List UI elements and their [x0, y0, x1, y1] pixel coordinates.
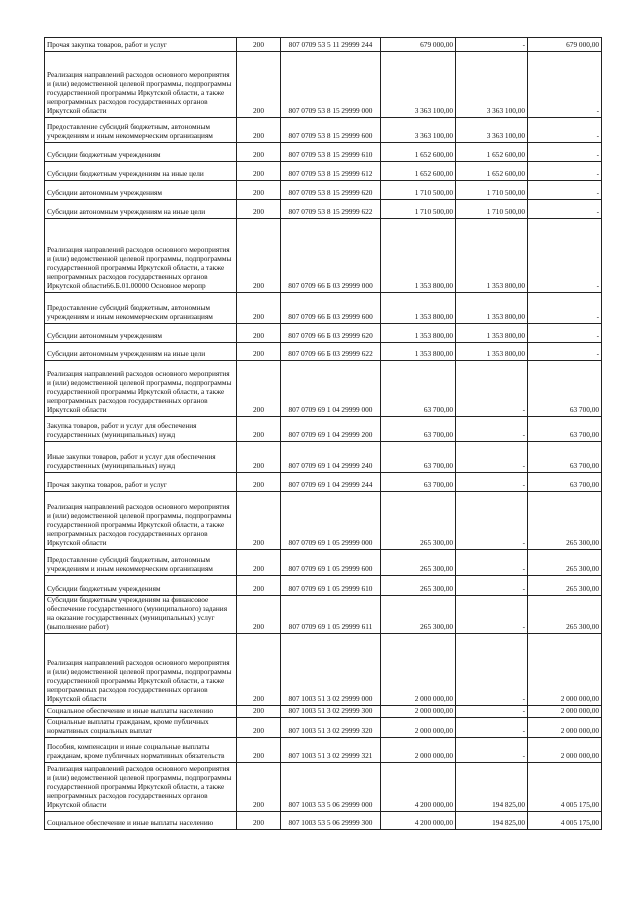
row-amount-1-cell: 2 000 000,00	[381, 737, 456, 762]
row-amount-3-cell: 4 005 175,00	[528, 762, 602, 811]
row-kbk-code-cell: 807 0709 69 1 05 29999 610	[281, 576, 381, 596]
row-amount-2-cell: 1 353 800,00	[456, 293, 528, 324]
row-line-code-cell: 200	[237, 492, 281, 550]
table-row	[45, 634, 602, 706]
row-line-code-cell: 200	[237, 143, 281, 162]
row-name-cell: Субсидии бюджетным учреждениям	[45, 576, 237, 596]
row-amount-2-cell: 1 353 800,00	[456, 324, 528, 343]
row-line-code-cell: 200	[237, 718, 281, 738]
table-row	[45, 718, 602, 738]
row-amount-2-cell: 3 363 100,00	[456, 52, 528, 118]
row-amount-2-cell: -	[456, 38, 528, 52]
row-kbk-code-cell: 807 0709 66 Б 03 29999 622	[281, 343, 381, 361]
table-row	[45, 181, 602, 200]
row-name-cell: Реализация направлений расходов основного мероприятия и (или) ведомственной целевой программы, подпрограммы государственной программы Иркутской области, а также непрограммных расходов государственных органов Иркутской области	[45, 361, 237, 417]
row-line-code-cell: 200	[237, 596, 281, 634]
row-name-cell: Прочая закупка товаров, работ и услуг	[45, 473, 237, 492]
row-name-cell: Субсидии бюджетным учреждениям на иные цели	[45, 162, 237, 181]
row-amount-3-cell: -	[528, 118, 602, 143]
row-amount-2-cell: -	[456, 737, 528, 762]
row-amount-2-cell: 1 710 500,00	[456, 181, 528, 200]
row-kbk-code-cell: 807 0709 53 8 15 29999 000	[281, 52, 381, 118]
row-amount-1-cell: 2 000 000,00	[381, 706, 456, 718]
row-amount-2-cell: -	[456, 473, 528, 492]
row-amount-2-cell: 1 710 500,00	[456, 200, 528, 219]
table-row	[45, 143, 602, 162]
table-row	[45, 38, 602, 52]
row-amount-3-cell: 265 300,00	[528, 596, 602, 634]
row-name-cell: Реализация направлений расходов основного мероприятия и (или) ведомственной целевой программы, подпрограммы государственной программы Иркутской области, а также непрограммных расходов государственных органов Иркутской области	[45, 634, 237, 706]
row-amount-1-cell: 1 710 500,00	[381, 200, 456, 219]
row-name-cell: Предоставление субсидий бюджетным, автономным учреждениям и иным некоммерческим организациям	[45, 550, 237, 576]
row-name-cell: Предоставление субсидий бюджетным, автономным учреждениям и иным некоммерческим организациям	[45, 293, 237, 324]
row-amount-3-cell: -	[528, 343, 602, 361]
row-amount-1-cell: 679 000,00	[381, 38, 456, 52]
row-amount-3-cell: -	[528, 181, 602, 200]
row-kbk-code-cell: 807 0709 69 1 05 29999 000	[281, 492, 381, 550]
row-amount-3-cell: 2 000 000,00	[528, 718, 602, 738]
row-name-cell: Социальное обеспечение и иные выплаты населению	[45, 811, 237, 829]
table-row	[45, 550, 602, 576]
row-line-code-cell: 200	[237, 293, 281, 324]
row-line-code-cell: 200	[237, 811, 281, 829]
budget-table-sheet	[44, 37, 601, 830]
row-amount-1-cell: 63 700,00	[381, 442, 456, 473]
row-name-cell: Прочая закупка товаров, работ и услуг	[45, 38, 237, 52]
row-amount-1-cell: 265 300,00	[381, 596, 456, 634]
row-kbk-code-cell: 807 0709 66 Б 03 29999 620	[281, 324, 381, 343]
row-kbk-code-cell: 807 0709 69 1 04 29999 240	[281, 442, 381, 473]
row-amount-2-cell: -	[456, 417, 528, 442]
row-name-cell: Пособия, компенсации и иные социальные выплаты гражданам, кроме публичных нормативных обязательств	[45, 737, 237, 762]
row-kbk-code-cell: 807 1003 51 3 02 29999 000	[281, 634, 381, 706]
row-amount-3-cell: -	[528, 293, 602, 324]
row-amount-2-cell: -	[456, 442, 528, 473]
row-kbk-code-cell: 807 0709 53 8 15 29999 620	[281, 181, 381, 200]
row-name-cell: Субсидии автономным учреждениям на иные цели	[45, 343, 237, 361]
row-name-cell: Субсидии бюджетным учреждениям	[45, 143, 237, 162]
table-row	[45, 737, 602, 762]
row-name-cell: Социальные выплаты гражданам, кроме публичных нормативных социальных выплат	[45, 718, 237, 738]
table-row	[45, 118, 602, 143]
row-line-code-cell: 200	[237, 162, 281, 181]
table-row	[45, 52, 602, 118]
table-row	[45, 293, 602, 324]
row-line-code-cell: 200	[237, 361, 281, 417]
row-amount-2-cell: 1 353 800,00	[456, 219, 528, 293]
table-row	[45, 706, 602, 718]
row-amount-2-cell: -	[456, 634, 528, 706]
table-row	[45, 417, 602, 442]
row-amount-2-cell: -	[456, 550, 528, 576]
row-line-code-cell: 200	[237, 38, 281, 52]
row-kbk-code-cell: 807 1003 51 3 02 29999 300	[281, 706, 381, 718]
row-amount-1-cell: 1 353 800,00	[381, 343, 456, 361]
row-amount-1-cell: 3 363 100,00	[381, 52, 456, 118]
table-body	[45, 38, 602, 830]
row-amount-3-cell: -	[528, 200, 602, 219]
row-name-cell: Реализация направлений расходов основного мероприятия и (или) ведомственной целевой программы, подпрограммы государственной программы Иркутской области, а также непрограммных расходов государственных органов Иркутской области66.Б.01.00000 Основное меропр	[45, 219, 237, 293]
row-amount-2-cell: -	[456, 576, 528, 596]
row-amount-1-cell: 2 000 000,00	[381, 718, 456, 738]
row-amount-1-cell: 1 353 800,00	[381, 293, 456, 324]
row-kbk-code-cell: 807 0709 69 1 05 29999 611	[281, 596, 381, 634]
row-amount-1-cell: 4 200 000,00	[381, 762, 456, 811]
row-amount-3-cell: 63 700,00	[528, 473, 602, 492]
table-row	[45, 442, 602, 473]
row-amount-2-cell: 1 353 800,00	[456, 343, 528, 361]
row-kbk-code-cell: 807 0709 66 Б 03 29999 600	[281, 293, 381, 324]
row-amount-1-cell: 63 700,00	[381, 473, 456, 492]
row-amount-1-cell: 265 300,00	[381, 576, 456, 596]
row-amount-1-cell: 1 652 600,00	[381, 143, 456, 162]
row-amount-2-cell: -	[456, 706, 528, 718]
row-line-code-cell: 200	[237, 324, 281, 343]
row-name-cell: Реализация направлений расходов основного мероприятия и (или) ведомственной целевой программы, подпрограммы государственной программы Иркутской области, а также непрограммных расходов государственных органов Иркутской области	[45, 52, 237, 118]
row-kbk-code-cell: 807 1003 53 5 06 29999 000	[281, 762, 381, 811]
row-amount-3-cell: 63 700,00	[528, 442, 602, 473]
row-kbk-code-cell: 807 0709 69 1 05 29999 600	[281, 550, 381, 576]
row-name-cell: Социальное обеспечение и иные выплаты населению	[45, 706, 237, 718]
row-name-cell: Реализация направлений расходов основного мероприятия и (или) ведомственной целевой программы, подпрограммы государственной программы Иркутской области, а также непрограммных расходов государственных органов Иркутской области	[45, 762, 237, 811]
row-kbk-code-cell: 807 0709 66 Б 03 29999 000	[281, 219, 381, 293]
row-name-cell: Субсидии автономным учреждениям	[45, 181, 237, 200]
budget-execution-table	[44, 37, 602, 830]
row-line-code-cell: 200	[237, 219, 281, 293]
table-row	[45, 361, 602, 417]
row-line-code-cell: 200	[237, 343, 281, 361]
table-row	[45, 219, 602, 293]
row-line-code-cell: 200	[237, 634, 281, 706]
table-row	[45, 162, 602, 181]
row-line-code-cell: 200	[237, 200, 281, 219]
row-name-cell: Субсидии автономным учреждениям	[45, 324, 237, 343]
row-amount-3-cell: 4 005 175,00	[528, 811, 602, 829]
row-line-code-cell: 200	[237, 181, 281, 200]
row-kbk-code-cell: 807 1003 51 3 02 29999 321	[281, 737, 381, 762]
row-line-code-cell: 200	[237, 550, 281, 576]
row-name-cell: Предоставление субсидий бюджетным, автономным учреждениям и иным некоммерческим организациям	[45, 118, 237, 143]
row-amount-3-cell: 265 300,00	[528, 550, 602, 576]
row-amount-3-cell: -	[528, 162, 602, 181]
row-amount-1-cell: 265 300,00	[381, 492, 456, 550]
row-amount-2-cell: 1 652 600,00	[456, 162, 528, 181]
row-amount-2-cell: -	[456, 492, 528, 550]
row-line-code-cell: 200	[237, 576, 281, 596]
row-amount-3-cell: 265 300,00	[528, 576, 602, 596]
row-line-code-cell: 200	[237, 417, 281, 442]
row-amount-1-cell: 1 652 600,00	[381, 162, 456, 181]
row-amount-1-cell: 4 200 000,00	[381, 811, 456, 829]
row-line-code-cell: 200	[237, 762, 281, 811]
row-kbk-code-cell: 807 0709 69 1 04 29999 000	[281, 361, 381, 417]
row-amount-3-cell: 265 300,00	[528, 492, 602, 550]
row-line-code-cell: 200	[237, 52, 281, 118]
row-amount-3-cell: 2 000 000,00	[528, 634, 602, 706]
row-line-code-cell: 200	[237, 442, 281, 473]
row-amount-1-cell: 265 300,00	[381, 550, 456, 576]
row-line-code-cell: 200	[237, 737, 281, 762]
row-kbk-code-cell: 807 0709 53 8 15 29999 622	[281, 200, 381, 219]
row-amount-3-cell: -	[528, 143, 602, 162]
row-amount-3-cell: 63 700,00	[528, 417, 602, 442]
row-amount-1-cell: 63 700,00	[381, 417, 456, 442]
table-row	[45, 596, 602, 634]
table-row	[45, 762, 602, 811]
row-amount-3-cell: 679 000,00	[528, 38, 602, 52]
table-row	[45, 492, 602, 550]
row-kbk-code-cell: 807 0709 53 8 15 29999 610	[281, 143, 381, 162]
table-row	[45, 473, 602, 492]
table-row	[45, 200, 602, 219]
row-line-code-cell: 200	[237, 473, 281, 492]
row-kbk-code-cell: 807 1003 53 5 06 29999 300	[281, 811, 381, 829]
row-amount-2-cell: 1 652 600,00	[456, 143, 528, 162]
row-name-cell: Иные закупки товаров, работ и услуг для обеспечения государственных (муниципальных) нужд	[45, 442, 237, 473]
table-row	[45, 576, 602, 596]
row-name-cell: Закупка товаров, работ и услуг для обеспечения государственных (муниципальных) нужд	[45, 417, 237, 442]
row-amount-2-cell: 194 825,00	[456, 762, 528, 811]
row-amount-1-cell: 3 363 100,00	[381, 118, 456, 143]
row-amount-1-cell: 2 000 000,00	[381, 634, 456, 706]
row-name-cell: Субсидии бюджетным учреждениям на финансовое обеспечение государственного (муниципального) задания на оказание государственных (муниципальных) услуг (выполнение работ)	[45, 596, 237, 634]
row-amount-2-cell: -	[456, 361, 528, 417]
table-row	[45, 324, 602, 343]
row-amount-3-cell: 2 000 000,00	[528, 737, 602, 762]
row-kbk-code-cell: 807 0709 53 8 15 29999 600	[281, 118, 381, 143]
table-row	[45, 343, 602, 361]
row-amount-2-cell: 3 363 100,00	[456, 118, 528, 143]
row-amount-2-cell: 194 825,00	[456, 811, 528, 829]
row-kbk-code-cell: 807 0709 53 5 11 29999 244	[281, 38, 381, 52]
row-name-cell: Субсидии автономным учреждениям на иные цели	[45, 200, 237, 219]
row-kbk-code-cell: 807 0709 53 8 15 29999 612	[281, 162, 381, 181]
row-line-code-cell: 200	[237, 706, 281, 718]
table-row	[45, 811, 602, 829]
row-amount-3-cell: 63 700,00	[528, 361, 602, 417]
row-line-code-cell: 200	[237, 118, 281, 143]
row-amount-3-cell: 2 000 000,00	[528, 706, 602, 718]
row-amount-1-cell: 1 710 500,00	[381, 181, 456, 200]
row-kbk-code-cell: 807 0709 69 1 04 29999 200	[281, 417, 381, 442]
row-amount-3-cell: -	[528, 52, 602, 118]
row-kbk-code-cell: 807 0709 69 1 04 29999 244	[281, 473, 381, 492]
row-amount-2-cell: -	[456, 596, 528, 634]
row-amount-1-cell: 1 353 800,00	[381, 219, 456, 293]
row-name-cell: Реализация направлений расходов основного мероприятия и (или) ведомственной целевой программы, подпрограммы государственной программы Иркутской области, а также непрограммных расходов государственных органов Иркутской области	[45, 492, 237, 550]
row-amount-1-cell: 1 353 800,00	[381, 324, 456, 343]
row-kbk-code-cell: 807 1003 51 3 02 29999 320	[281, 718, 381, 738]
row-amount-3-cell: -	[528, 219, 602, 293]
row-amount-2-cell: -	[456, 718, 528, 738]
row-amount-1-cell: 63 700,00	[381, 361, 456, 417]
row-amount-3-cell: -	[528, 324, 602, 343]
